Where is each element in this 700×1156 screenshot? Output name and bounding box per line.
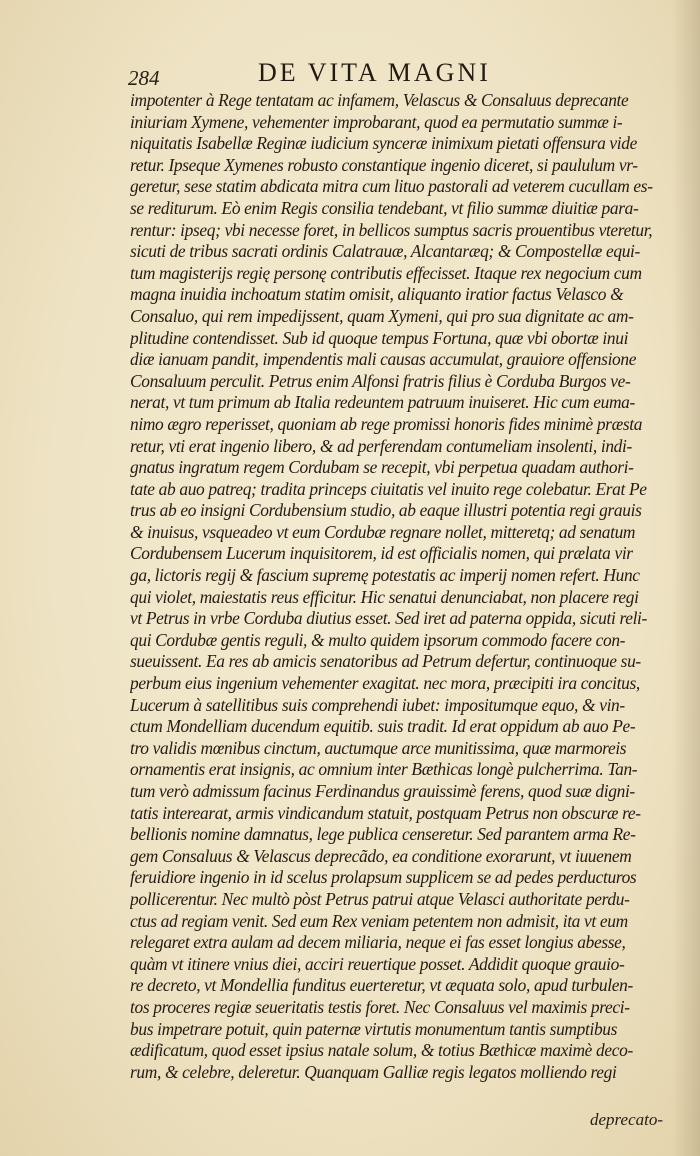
text-line: relegaret extra aulam ad decem miliaria, neque ei fas esset longius abesse,	[130, 932, 626, 953]
text-line: ctum Mondelliam ducendum equitib. suis tradit. Id erat oppidum ab auo Pe-	[130, 716, 636, 737]
text-line: tos proceres regiæ seueritatis testis foret. Nec Consaluus vel maximis preci-	[130, 996, 630, 1017]
text-line: bellionis nomine damnatus, lege publica censeretur. Sed parantem arma Re-	[130, 824, 636, 845]
text-line: qui violet, maiestatis reus efficitur. Hic senatui denunciabat, non placere regi	[130, 586, 639, 607]
running-head: DE VITA MAGNI	[258, 58, 491, 87]
text-line: iniuriam Xymene, vehementer improbarant, quod ea permutatio summæ i-	[130, 111, 623, 132]
text-line: ga, lictoris regij & fascium supremę potestatis ac imperij nomen refert. Hunc	[130, 565, 640, 586]
text-line: sicuti de tribus sacrati ordinis Calatrauæ, Alcantaræq; & Compostellæ equi-	[130, 241, 640, 262]
text-line: trus ab eo insigni Cordubensium studio, ab eaque illustri potentia regi grauis	[130, 500, 642, 521]
text-line: sueuissent. Ea res ab amicis senatoribus ad Petrum defertur, continuoque su-	[130, 651, 641, 672]
text-line: retur, vti erat ingenio libero, & ad perferendam contumeliam insolenti, indi-	[130, 435, 632, 456]
text-line: se rediturum. Eò enim Regis consilia tendebant, vt filio summæ diuitiæ para-	[130, 197, 639, 218]
text-line: tatis interearat, armis vindicandum statuit, postquam Petrus non obscuræ re-	[130, 802, 641, 823]
text-line: tate ab auo patreq; tradita princeps ciuitatis vel inuito rege colebatur. Erat Pe	[130, 478, 647, 499]
text-line: tro validis mœnibus cinctum, auctumque arce munitissima, quæ marmoreis	[130, 737, 627, 758]
text-line: ornamentis erat insignis, ac omnium inter Bæthicas longè pulcherrima. Tan-	[130, 759, 638, 780]
text-line: Consaluum perculit. Petrus enim Alfonsi fratris filius è Corduba Burgos ve-	[130, 370, 631, 391]
text-line: tum magisterijs regię personę contributis effecisset. Itaque rex negocium cum	[130, 262, 642, 283]
text-line: impotenter à Rege tentatam ac infamem, Velascus & Consaluus deprecante	[130, 90, 629, 110]
text-line: gem Consaluus & Velascus deprecãdo, ea conditione exorarunt, vt iuuenem	[130, 845, 632, 866]
text-line: geretur, sese statim abdicata mitra cum lituo pastorali ad veterem cucullam es-	[130, 176, 653, 197]
page-header	[128, 56, 568, 90]
text-line: quàm vt itinere vnius diei, acciri reuertique posset. Addidit quoque grauio-	[130, 953, 625, 974]
text-line: plitudine contendisset. Sub id quoque tempus Fortuna, quæ vbi obortæ inui	[130, 327, 629, 348]
page-number: 284	[128, 66, 160, 90]
text-line: tum verò admissum facinus Ferdinandus grauissimè ferens, quod suæ digni-	[130, 781, 635, 801]
text-line: niquitatis Isabellæ Reginæ iudicium synceræ inimixum pietati offensura vide	[130, 133, 638, 154]
catchword: deprecato-	[590, 1110, 664, 1129]
text-line: bus impetrare potuit, quin paternæ virtutis monumentum tantis sumptibus	[130, 1018, 618, 1039]
text-line: Cordubensem Lucerum inquisitorem, id est officialis nomen, qui prælata vir	[130, 543, 633, 564]
text-line: perbum eius ingenium vehementer exagitat. nec mora, præcipiti ira concitus,	[130, 673, 640, 694]
text-line: gnatus ingratum regem Cordubam se recepit, vbi perpetua quadam authori-	[130, 457, 634, 478]
text-line: qui Cordubæ gentis reguli, & multo quidem ipsorum commodo facere con-	[130, 629, 626, 650]
text-line: nerat, vt tum primum ab Italia redeuntem patruum inuiseret. Hic cum euma-	[130, 392, 635, 413]
text-line: & inuisus, vsqueadeo vt eum Cordubæ regnare nollet, mitteretq; ad senatum	[130, 521, 636, 542]
text-line: feruidiore ingenio in id scelus prolapsum supplicem se ad pedes perducturos	[130, 867, 637, 888]
text-line: retur. Ipseque Xymenes robusto constantique ingenio diceret, si paululum vr-	[130, 154, 638, 175]
text-line: pollicerentur. Nec multò pòst Petrus patrui atque Velasci authoritate perdu-	[130, 888, 630, 909]
text-line: rentur: ipseq; vbi necesse foret, in bellicos sumptus sacris prouentibus vteretur,	[130, 219, 653, 240]
text-line: rum, & celebre, deleretur. Quanquam Galliæ regis legatos molliendo regi	[130, 1061, 617, 1082]
text-line: Lucerum à satellitibus suis comprehendi iubet: impositumque equo, & vin-	[130, 694, 625, 715]
text-line: nimo ægro reperisset, quoniam ab rege promissi honoris fides minimè præsta	[130, 413, 643, 434]
body-text	[130, 90, 675, 1083]
text-line: Consaluo, qui rem impedijssent, quam Xymeni, qui pro sua dignitate ac am-	[130, 305, 634, 326]
text-line: diæ ianuam pandit, impendentis mali causas accumulat, grauiore offensione	[130, 349, 637, 370]
text-line: ctus ad regiam venit. Sed eum Rex veniam petentem non admisit, ita vt eum	[130, 910, 628, 931]
text-line: ædificatum, quod esset ipsius natale solum, & totius Bæthicæ maximè deco-	[130, 1040, 633, 1061]
text-line: re decreto, vt Mondellia funditus euerteretur, vt æquata solo, apud turbulen-	[130, 975, 633, 996]
text-line: magna inuidia inchoatum statim omisit, aliquanto iratior factus Velasco &	[130, 284, 624, 305]
text-line: vt Petrus in vrbe Corduba diutius esset. Sed iret ad paterna oppida, sicuti reli-	[130, 608, 647, 629]
